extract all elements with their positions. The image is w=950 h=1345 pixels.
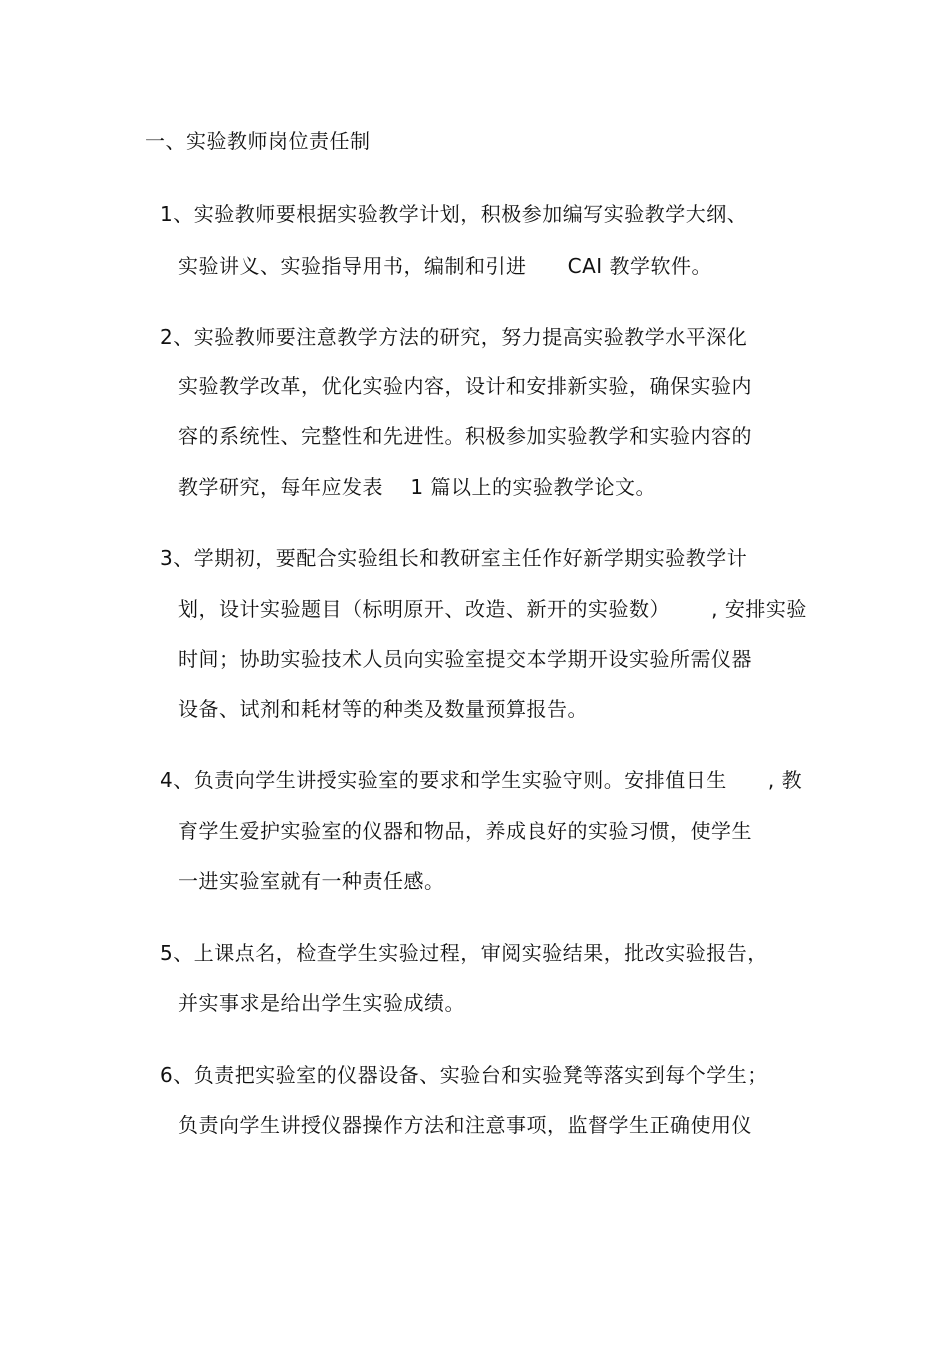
item-2-line-1: 2、实验教师要注意教学方法的研究，努力提高实验教学水平深化 bbox=[160, 325, 748, 349]
item-1-line-2: 实验讲义、实验指导用书，编制和引进 CAI 教学软件。 bbox=[178, 254, 713, 278]
item-3-line-3: 时间；协助实验技术人员向实验室提交本学期开设实验所需仪器 bbox=[178, 647, 752, 671]
section-heading: 一、实验教师岗位责任制 bbox=[145, 129, 371, 153]
item-4-line-2: 育学生爱护实验室的仪器和物品，养成良好的实验习惯，使学生 bbox=[178, 819, 752, 843]
item-2-line-4: 教学研究，每年应发表 1 篇以上的实验教学论文。 bbox=[178, 475, 657, 499]
item-3-line-4: 设备、试剂和耗材等的种类及数量预算报告。 bbox=[178, 697, 588, 721]
item-4-line-1: 4、负责向学生讲授实验室的要求和学生实验守则。安排值日生 , 教 bbox=[160, 768, 803, 792]
item-3-line-1: 3、学期初，要配合实验组长和教研室主任作好新学期实验教学计 bbox=[160, 546, 748, 570]
item-5-line-2: 并实事求是给出学生实验成绩。 bbox=[178, 991, 465, 1015]
item-2-line-2: 实验教学改革，优化实验内容，设计和安排新实验，确保实验内 bbox=[178, 374, 752, 398]
item-6-line-1: 6、负责把实验室的仪器设备、实验台和实验凳等落实到每个学生； bbox=[160, 1063, 768, 1087]
item-2-line-3: 容的系统性、完整性和先进性。积极参加实验教学和实验内容的 bbox=[178, 424, 752, 448]
item-3-line-2: 划，设计实验题目（标明原开、改造、新开的实验数） , 安排实验 bbox=[178, 597, 807, 621]
item-1-line-1: 1、实验教师要根据实验教学计划，积极参加编写实验教学大纲、 bbox=[160, 202, 748, 226]
item-5-line-1: 5、上课点名，检查学生实验过程，审阅实验结果，批改实验报告， bbox=[160, 941, 768, 965]
item-4-line-3: 一进实验室就有一种责任感。 bbox=[178, 869, 445, 893]
item-6-line-2: 负责向学生讲授仪器操作方法和注意事项，监督学生正确使用仪 bbox=[178, 1113, 752, 1137]
